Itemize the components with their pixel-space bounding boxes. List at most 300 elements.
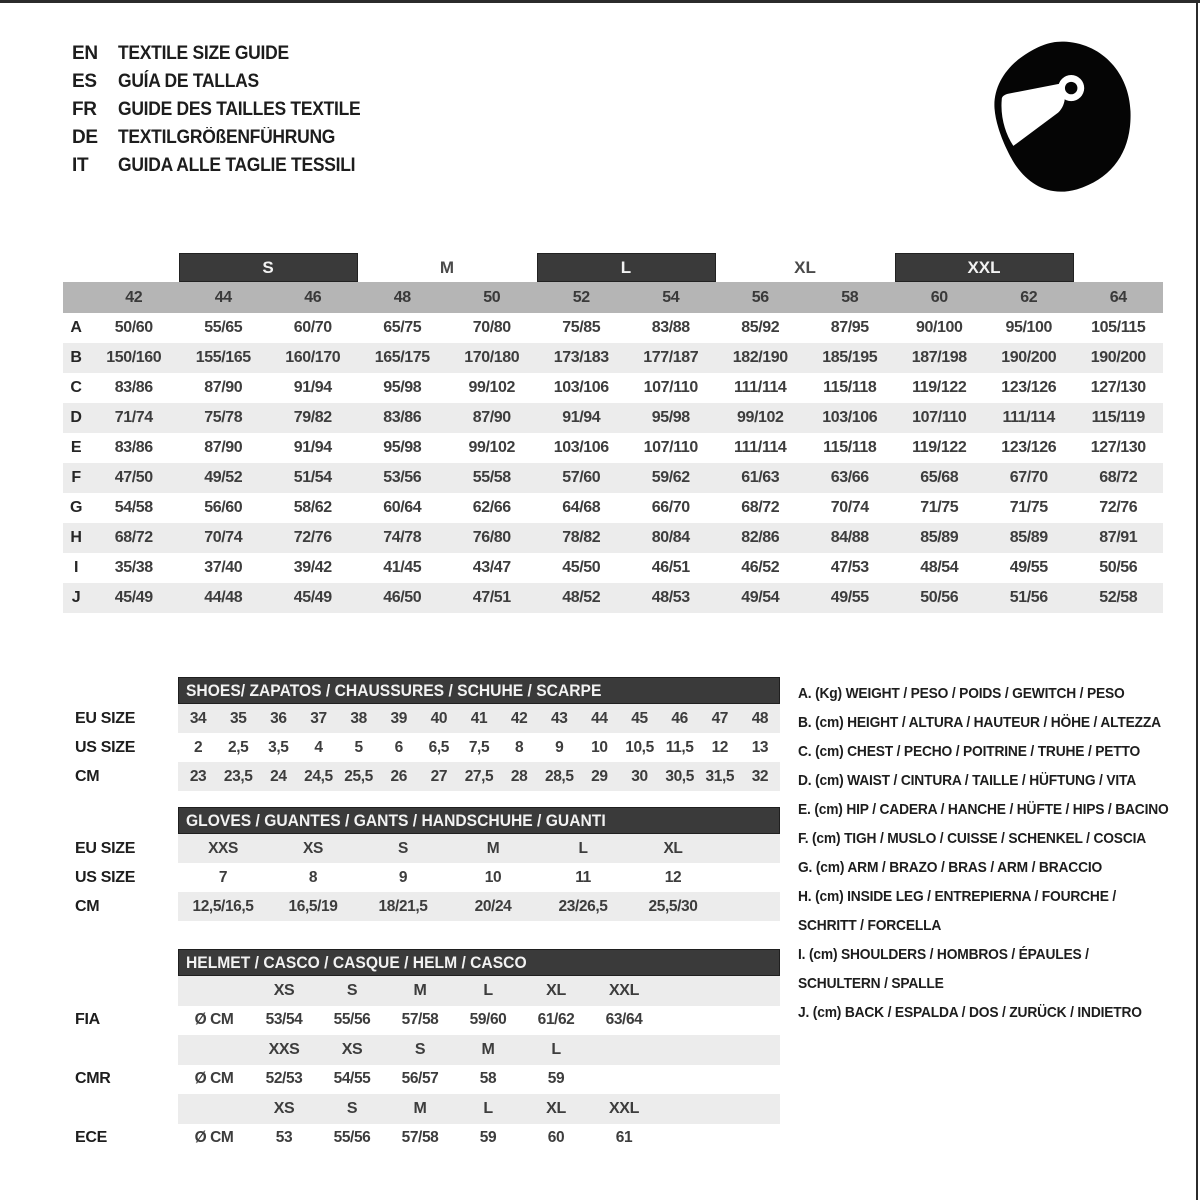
gloves-section-header: [178, 807, 780, 834]
size-label: L: [454, 976, 522, 1006]
us-size-row: [65, 733, 780, 762]
legend-item: [798, 882, 1198, 940]
value-cell: 83/86: [114, 379, 153, 396]
unit-cell: [178, 976, 250, 1006]
value-cell: 44: [579, 704, 619, 733]
value-cell: 5: [354, 738, 363, 756]
row-filler: [718, 834, 780, 863]
value-cell: [590, 1065, 658, 1095]
legend-line: C. (cm) CHEST / PECHO / POITRINE / TRUHE / PETTO: [798, 743, 1141, 760]
value-cell: 87/95: [830, 319, 869, 336]
value-cell: 55/56: [333, 1129, 371, 1147]
value-cell: 47/53: [830, 559, 869, 576]
legend-item: [798, 795, 1198, 824]
size-column-label: 56: [751, 288, 769, 306]
value-cell: 43: [539, 704, 579, 733]
legend-line: D. (cm) WAIST / CINTURA / TAILLE / HÜFTUNG / VITA: [798, 772, 1137, 789]
value-cell: 75/85: [562, 319, 601, 336]
value-cell: 50/60: [114, 319, 153, 336]
value-cell: 59/62: [651, 469, 690, 486]
row-label: EU SIZE: [75, 709, 136, 727]
value-cell: 71/74: [114, 409, 153, 426]
value-cell: 165/175: [374, 349, 430, 366]
size-label: S: [386, 1035, 454, 1065]
size-column-label: 58: [841, 288, 859, 306]
legend-line: SCHULTERN / SPALLE: [798, 975, 944, 992]
size-label: M: [386, 976, 454, 1006]
value-cell: 99/102: [736, 409, 784, 426]
legend-line: A. (Kg) WEIGHT / PESO / POIDS / GEWITCH / PESO: [798, 685, 1125, 702]
value-cell: 65/75: [383, 319, 422, 336]
size-column-label: 48: [393, 288, 411, 306]
value-cell: 60/70: [293, 319, 332, 336]
helmet-size-labels-ece: [65, 1094, 780, 1124]
value-cell: 39/42: [293, 559, 332, 576]
value-cell: S: [358, 834, 448, 863]
size-column-label: 64: [1109, 288, 1127, 306]
value-cell: 49/55: [1009, 559, 1048, 576]
value-cell: 8: [308, 868, 318, 886]
row-filler: [658, 1006, 780, 1036]
size-label: L: [454, 1094, 522, 1124]
row-label: EU SIZE: [75, 839, 136, 857]
legend-line: G. (cm) ARM / BRAZO / BRAS / ARM / BRACCIO: [798, 859, 1103, 876]
value-cell: 76/80: [472, 529, 511, 546]
shoes-section-title: SHOES/ ZAPATOS / CHAUSSURES / SCHUHE / SCARPE: [186, 680, 602, 700]
value-cell: 95/98: [383, 379, 422, 396]
value-cell: 85/89: [920, 529, 959, 546]
value-cell: 51/54: [293, 469, 332, 486]
measurement-legend: [798, 679, 1198, 1027]
value-cell: 10,5: [625, 738, 654, 756]
value-cell: 54/55: [333, 1070, 371, 1088]
row-letter: B: [70, 349, 82, 366]
size-label: S: [318, 1094, 386, 1124]
row-label: [65, 1035, 178, 1065]
value-cell: 62/66: [472, 499, 511, 516]
value-cell: 160/170: [285, 349, 341, 366]
value-cell: 56/60: [204, 499, 243, 516]
racing-helmet-icon: [975, 36, 1150, 198]
value-cell: 68/72: [741, 499, 780, 516]
value-cell: 99/102: [468, 379, 516, 396]
language-row-it: [72, 152, 381, 180]
value-cell: 66/70: [651, 499, 690, 516]
row-filler: [718, 892, 780, 921]
value-cell: 119/122: [912, 379, 967, 396]
value-cell: 32: [740, 762, 780, 791]
value-cell: 27,5: [459, 762, 499, 791]
value-cell: 43/47: [472, 559, 511, 576]
helmet-values-cmr: [65, 1065, 780, 1095]
value-cell: 68/72: [1099, 469, 1138, 486]
value-cell: 190/200: [1001, 349, 1057, 366]
value-cell: 170/180: [464, 349, 520, 366]
shoes-size-table: [65, 704, 780, 791]
legend-line: J. (cm) BACK / ESPALDA / DOS / ZURÜCK / INDIETRO: [798, 1004, 1142, 1021]
value-cell: 63/66: [830, 469, 869, 486]
value-cell: 103/106: [553, 379, 609, 396]
value-cell: 72/76: [293, 529, 332, 546]
size-label: XL: [522, 976, 590, 1006]
value-cell: 61/62: [537, 1011, 575, 1029]
guide-title: TEXTILGRÖßENFÜHRUNG: [118, 127, 336, 148]
value-cell: 70/80: [472, 319, 511, 336]
value-cell: 37/40: [204, 559, 243, 576]
value-cell: 42: [499, 704, 539, 733]
value-cell: 37: [298, 704, 338, 733]
unit-cell: [178, 1035, 250, 1065]
row-label: CM: [75, 767, 100, 785]
value-cell: 52/58: [1099, 589, 1138, 606]
row-letter: F: [71, 469, 81, 486]
value-cell: 80/84: [651, 529, 690, 546]
measurement-row-d: [63, 403, 1163, 433]
value-cell: 39: [379, 704, 419, 733]
value-cell: 50/56: [920, 589, 959, 606]
size-label: XXL: [590, 1094, 658, 1124]
row-filler: [658, 976, 780, 1006]
row-label: US SIZE: [75, 868, 136, 886]
value-cell: 2,5: [228, 738, 249, 756]
value-cell: 47: [700, 704, 740, 733]
eu-size-row: [65, 704, 780, 733]
value-cell: 30: [619, 762, 659, 791]
size-label: XL: [522, 1094, 590, 1124]
legend-line: I. (cm) SHOULDERS / HOMBROS / ÉPAULES /: [798, 946, 1089, 963]
value-cell: 11: [575, 868, 591, 886]
gloves-size-table: [65, 834, 780, 921]
value-cell: 48/53: [651, 589, 690, 606]
size-column-label: 54: [662, 288, 680, 306]
helmet-section-header: [178, 949, 780, 976]
value-cell: 63/64: [605, 1011, 643, 1029]
measurement-row-h: [63, 523, 1163, 553]
language-row-en: [72, 40, 381, 68]
value-cell: 58: [479, 1070, 497, 1088]
size-label: XS: [318, 1035, 386, 1065]
value-cell: 67/70: [1009, 469, 1048, 486]
diameter-unit: Ø CM: [194, 1070, 234, 1088]
value-cell: 90/100: [915, 319, 963, 336]
value-cell: 35: [218, 704, 258, 733]
legend-item: [798, 737, 1198, 766]
gloves-section-title: GLOVES / GUANTES / GANTS / HANDSCHUHE / GUANTI: [186, 810, 606, 830]
value-cell: 25,5/30: [628, 892, 718, 921]
value-cell: 83/86: [114, 439, 153, 456]
value-cell: 12,5/16,5: [178, 892, 268, 921]
legend-line: B. (cm) HEIGHT / ALTURA / HAUTEUR / HÖHE / ALTEZZA: [798, 714, 1161, 731]
value-cell: 115/119: [1091, 409, 1145, 426]
value-cell: 115/118: [823, 439, 877, 456]
row-label: [65, 1094, 178, 1124]
value-cell: 10: [591, 738, 608, 756]
value-cell: 48/54: [920, 559, 959, 576]
value-cell: 95/100: [1005, 319, 1053, 336]
size-band-s: S: [179, 253, 358, 282]
value-cell: 87/90: [472, 409, 511, 426]
value-cell: 74/78: [383, 529, 422, 546]
cm-row: [65, 892, 780, 921]
certification-label: ECE: [75, 1129, 107, 1147]
value-cell: 55/56: [333, 1011, 371, 1029]
size-label: M: [454, 1035, 522, 1065]
row-letter: D: [70, 409, 82, 426]
value-cell: 59: [479, 1129, 497, 1147]
row-letter: E: [70, 439, 82, 456]
value-cell: 59: [547, 1070, 565, 1088]
value-cell: 18/21,5: [358, 892, 448, 921]
value-cell: 190/200: [1090, 349, 1146, 366]
value-cell: 41: [459, 704, 499, 733]
size-band-xl: XL: [794, 257, 816, 277]
value-cell: 45/49: [114, 589, 153, 606]
diameter-unit: Ø CM: [194, 1011, 234, 1029]
value-cell: 83/88: [651, 319, 690, 336]
value-cell: 185/195: [822, 349, 878, 366]
value-cell: 60/64: [383, 499, 422, 516]
value-cell: 127/130: [1090, 439, 1146, 456]
size-label: M: [386, 1094, 454, 1124]
value-cell: 87/90: [204, 439, 243, 456]
helmet-section: [65, 949, 780, 1153]
size-label: L: [522, 1035, 590, 1065]
value-cell: L: [538, 834, 628, 863]
value-cell: 57/58: [401, 1011, 439, 1029]
size-label: XS: [250, 976, 318, 1006]
value-cell: 6: [394, 738, 403, 756]
shoes-section-header: [178, 677, 780, 704]
row-letter: C: [70, 379, 82, 396]
shoes-section: [65, 677, 780, 791]
value-cell: 49/55: [830, 589, 869, 606]
value-cell: 36: [258, 704, 298, 733]
value-cell: 150/160: [106, 349, 162, 366]
value-cell: 34: [178, 704, 218, 733]
value-cell: 28,5: [539, 762, 579, 791]
value-cell: 49/52: [204, 469, 243, 486]
value-cell: 13: [751, 738, 769, 756]
value-cell: XL: [628, 834, 718, 863]
value-cell: 8: [515, 738, 524, 756]
size-band-xxl: XXL: [895, 253, 1074, 282]
row-filler: [658, 1124, 780, 1154]
value-cell: 82/86: [741, 529, 780, 546]
value-cell: 26: [379, 762, 419, 791]
value-cell: 47/50: [114, 469, 153, 486]
value-cell: 111/114: [734, 379, 787, 396]
eu-size-row: [65, 834, 780, 863]
value-cell: 7,5: [468, 738, 490, 756]
value-cell: 57/58: [401, 1129, 439, 1147]
value-cell: 99/102: [468, 439, 516, 456]
value-cell: 40: [419, 704, 459, 733]
value-cell: 51/56: [1009, 589, 1048, 606]
value-cell: 31,5: [700, 762, 740, 791]
measurement-row-b: [63, 343, 1163, 373]
value-cell: 72/76: [1099, 499, 1138, 516]
legend-item: [798, 940, 1198, 998]
value-cell: 91/94: [562, 409, 601, 426]
value-cell: 28: [499, 762, 539, 791]
row-label: [65, 976, 178, 1006]
value-cell: 107/110: [912, 409, 967, 426]
legend-line: SCHRITT / FORCELLA: [798, 917, 942, 934]
value-cell: 53/54: [265, 1011, 303, 1029]
legend-item: [798, 853, 1198, 882]
legend-item: [798, 679, 1198, 708]
row-letter: I: [73, 559, 79, 576]
legend-item: [798, 998, 1198, 1027]
language-code: FR: [72, 99, 97, 120]
value-cell: 29: [579, 762, 619, 791]
value-cell: 91/94: [293, 379, 332, 396]
diameter-unit: Ø CM: [194, 1129, 234, 1147]
value-cell: 75/78: [204, 409, 243, 426]
value-cell: 46/50: [383, 589, 422, 606]
value-cell: 155/165: [195, 349, 251, 366]
size-column-label: 50: [483, 288, 501, 306]
legend-line: E. (cm) HIP / CADERA / HANCHE / HÜFTE / HIPS / BACINO: [798, 801, 1169, 818]
top-border-line: [0, 0, 1200, 3]
size-column-label: 46: [304, 288, 322, 306]
value-cell: 47/51: [472, 589, 511, 606]
value-cell: 123/126: [1001, 379, 1057, 396]
helmet-size-table: [65, 976, 780, 1153]
value-cell: 61/63: [741, 469, 780, 486]
value-cell: 65/68: [920, 469, 959, 486]
language-row-es: [72, 68, 381, 96]
value-cell: 127/130: [1090, 379, 1146, 396]
value-cell: 10: [484, 868, 502, 886]
size-label: S: [318, 976, 386, 1006]
value-cell: 107/110: [643, 379, 698, 396]
value-cell: 23/26,5: [538, 892, 628, 921]
size-column-label: 42: [125, 288, 143, 306]
helmet-size-labels-fia: [65, 976, 780, 1006]
value-cell: 53: [275, 1129, 293, 1147]
language-title-list: [72, 40, 381, 180]
row-letter: J: [71, 589, 81, 606]
measurement-row-i: [63, 553, 1163, 583]
value-cell: 85/92: [741, 319, 780, 336]
value-cell: 46: [660, 704, 700, 733]
row-filler: [718, 863, 780, 892]
value-cell: 50/56: [1099, 559, 1138, 576]
value-cell: 48: [740, 704, 780, 733]
value-cell: 12: [711, 738, 729, 756]
measurement-row-f: [63, 463, 1163, 493]
value-cell: 24,5: [298, 762, 338, 791]
value-cell: 105/115: [1091, 319, 1146, 336]
us-size-row: [65, 863, 780, 892]
value-cell: 95/98: [383, 439, 422, 456]
value-cell: 30,5: [660, 762, 700, 791]
value-cell: 64/68: [562, 499, 601, 516]
value-cell: 71/75: [1009, 499, 1048, 516]
value-cell: 49/54: [741, 589, 780, 606]
value-cell: 111/114: [734, 439, 787, 456]
helmet-size-labels-cmr: [65, 1035, 780, 1065]
value-cell: 107/110: [643, 439, 698, 456]
value-cell: 16,5/19: [268, 892, 358, 921]
measurement-row-j: [63, 583, 1163, 613]
value-cell: 70/74: [830, 499, 869, 516]
value-cell: 23,5: [218, 762, 258, 791]
value-cell: 84/88: [830, 529, 869, 546]
size-label: [590, 1035, 658, 1065]
value-cell: 45/49: [293, 589, 332, 606]
value-cell: 177/187: [643, 349, 699, 366]
value-cell: 70/74: [204, 529, 243, 546]
value-cell: 187/198: [911, 349, 967, 366]
measurement-row-a: [63, 313, 1163, 343]
measurement-row-g: [63, 493, 1163, 523]
value-cell: 44/48: [204, 589, 243, 606]
legend-item: [798, 708, 1198, 737]
legend-item: [798, 824, 1198, 853]
size-number-row: [63, 282, 1163, 313]
guide-title: GUIDA ALLE TAGLIE TESSILI: [118, 155, 356, 176]
value-cell: 56/57: [401, 1070, 439, 1088]
guide-title: GUÍA DE TALLAS: [118, 71, 259, 92]
value-cell: 27: [419, 762, 459, 791]
legend-line: F. (cm) TIGH / MUSLO / CUISSE / SCHENKEL / COSCIA: [798, 830, 1147, 847]
legend-line: H. (cm) INSIDE LEG / ENTREPIERNA / FOURCHE /: [798, 888, 1117, 905]
textile-size-table: [63, 253, 1163, 613]
value-cell: 83/86: [383, 409, 422, 426]
size-column-label: 60: [930, 288, 948, 306]
cm-row: [65, 762, 780, 791]
size-column-label: 62: [1020, 288, 1038, 306]
legend-item: [798, 766, 1198, 795]
size-band-m: M: [439, 257, 455, 277]
value-cell: 52/53: [265, 1070, 303, 1088]
language-code: ES: [72, 71, 97, 92]
size-column-label: 44: [214, 288, 232, 306]
guide-title: GUIDE DES TAILLES TEXTILE: [118, 99, 361, 120]
value-cell: 41/45: [383, 559, 422, 576]
value-cell: XXS: [178, 834, 268, 863]
row-filler: [658, 1094, 780, 1124]
row-letter: H: [70, 529, 82, 546]
value-cell: 4: [314, 738, 323, 756]
value-cell: 7: [218, 868, 228, 886]
language-code: EN: [72, 43, 98, 64]
value-cell: 11,5: [665, 738, 694, 756]
size-label: XS: [250, 1094, 318, 1124]
value-cell: 9: [555, 738, 564, 756]
value-cell: 95/98: [651, 409, 690, 426]
value-cell: 48/52: [562, 589, 601, 606]
value-cell: 24: [258, 762, 298, 791]
value-cell: 60: [547, 1129, 565, 1147]
value-cell: 119/122: [912, 439, 967, 456]
value-cell: 87/91: [1099, 529, 1138, 546]
measurement-row-c: [63, 373, 1163, 403]
value-cell: 54/58: [114, 499, 153, 516]
size-band-row: [63, 253, 1163, 282]
language-code: DE: [72, 127, 98, 148]
value-cell: 12: [664, 868, 682, 886]
value-cell: 79/82: [293, 409, 332, 426]
value-cell: 115/118: [823, 379, 877, 396]
row-letter: A: [70, 319, 82, 336]
certification-label: CMR: [75, 1070, 111, 1088]
value-cell: 87/90: [204, 379, 243, 396]
value-cell: 6,5: [428, 738, 450, 756]
value-cell: 61: [615, 1129, 633, 1147]
